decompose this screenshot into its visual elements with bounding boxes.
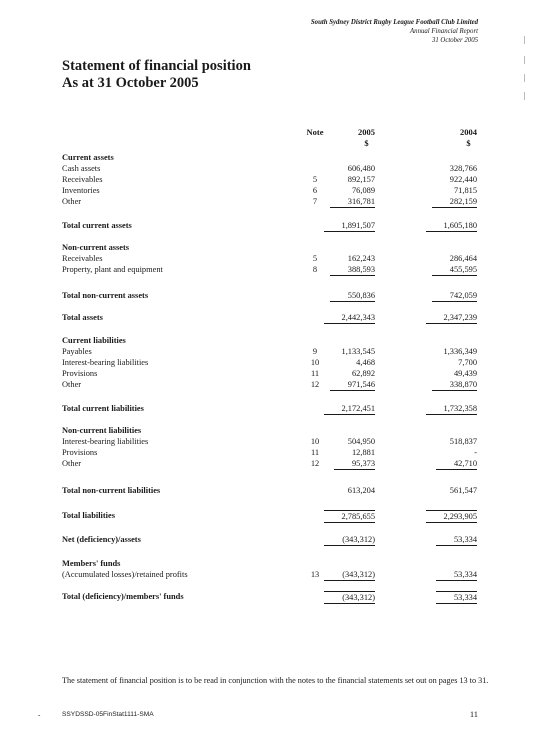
row-label: Property, plant and equipment [62, 265, 163, 274]
footer-note: The statement of financial position is to be read in conjunction with the notes to the financial statements set out on pages 13 to 31. [62, 676, 489, 685]
value-2005: 316,781 [330, 196, 375, 208]
row-note-ref: 11 [310, 448, 320, 457]
value-2005: 606,480 [347, 164, 375, 173]
year-2004-unit: $ [466, 138, 471, 148]
table-row [0, 368, 535, 379]
table-row [0, 436, 535, 447]
table-row [0, 346, 535, 357]
section-or-total-row [0, 290, 535, 301]
value-2005: 550,836 [330, 290, 375, 302]
value-2004: 922,440 [449, 175, 477, 184]
row-note-ref: 10 [310, 358, 320, 367]
table-row [0, 379, 535, 390]
value-2005: 76,089 [351, 186, 375, 195]
row-label: Total (deficiency)/members' funds [62, 592, 184, 601]
section-or-total-row [0, 312, 535, 323]
table-row [0, 569, 535, 580]
year-2005-unit: $ [364, 138, 369, 148]
year-2004-label: 2004 [460, 127, 477, 137]
row-note-ref: 5 [312, 175, 318, 184]
value-2005: 1,891,507 [324, 220, 376, 232]
value-2005: 504,950 [347, 437, 375, 446]
value-2004: 53,334 [436, 591, 477, 604]
row-label: Non-current liabilities [62, 426, 142, 435]
value-2004: 42,710 [436, 458, 477, 470]
row-label: Total non-current liabilities [62, 486, 161, 495]
row-label: Current liabilities [62, 336, 126, 345]
row-label: Total current liabilities [62, 404, 144, 413]
value-2004: 561,547 [449, 486, 477, 495]
statement-title-line2: As at 31 October 2005 [62, 75, 199, 91]
row-note-ref: 13 [310, 570, 320, 579]
row-label: Cash assets [62, 164, 101, 173]
table-row [0, 185, 535, 196]
value-2004: 338,870 [432, 379, 477, 391]
row-note-ref: 7 [312, 197, 318, 206]
row-label: Interest-bearing liabilities [62, 437, 149, 446]
value-2005: 1,133,545 [341, 347, 375, 356]
statement-title-line1: Statement of financial position [62, 58, 251, 74]
value-2005: 2,172,451 [324, 403, 376, 415]
row-label: Payables [62, 347, 92, 356]
row-note-ref: 8 [312, 265, 318, 274]
value-2004: 1,605,180 [426, 220, 478, 232]
row-label: Interest-bearing liabilities [62, 358, 149, 367]
row-label: Inventories [62, 186, 100, 195]
report-name: Annual Financial Report [410, 28, 478, 35]
section-or-total-row [0, 485, 535, 496]
row-label: Provisions [62, 369, 98, 378]
section-or-total-row [0, 510, 535, 521]
value-2005: (343,312) [324, 591, 375, 604]
value-2004: 53,334 [436, 569, 477, 581]
row-note-ref: 12 [310, 459, 320, 468]
table-row [0, 174, 535, 185]
row-label: Other [62, 197, 82, 206]
section-or-total-row [0, 242, 535, 253]
value-2004: - [474, 448, 477, 457]
value-2004: 518,837 [449, 437, 477, 446]
value-2005: 388,593 [330, 264, 375, 276]
row-label: Total current assets [62, 221, 132, 230]
section-or-total-row [0, 152, 535, 163]
value-2004: 286,464 [449, 254, 477, 263]
value-2004: 282,159 [432, 196, 477, 208]
row-label: Other [62, 380, 82, 389]
row-note-ref: 9 [312, 347, 318, 356]
value-2004: 71,815 [453, 186, 477, 195]
value-2005: 2,785,655 [324, 510, 376, 523]
value-2005: 95,373 [334, 458, 375, 470]
club-name: South Sydney District Rugby League Football Club Limited [310, 19, 478, 26]
value-2005: 613,204 [347, 486, 375, 495]
row-label: Total non-current assets [62, 291, 149, 300]
value-2004: 742,059 [432, 290, 477, 302]
value-2005: 2,442,343 [324, 312, 376, 324]
margin-mark [524, 36, 525, 44]
table-row [0, 447, 535, 458]
row-note-ref: 6 [312, 186, 318, 195]
section-or-total-row [0, 534, 535, 545]
row-note-ref: 12 [310, 380, 320, 389]
margin-mark [524, 92, 525, 100]
row-note-ref: 11 [310, 369, 320, 378]
value-2005: (343,312) [324, 569, 375, 581]
value-2005: 162,243 [347, 254, 375, 263]
row-label: Total liabilities [62, 511, 115, 520]
row-label: Non-current assets [62, 243, 130, 252]
value-2005: 971,546 [330, 379, 375, 391]
table-row [0, 357, 535, 368]
row-label: Receivables [62, 175, 103, 184]
year-2005-label: 2005 [358, 127, 375, 137]
margin-mark [524, 74, 525, 82]
section-or-total-row [0, 425, 535, 436]
value-2004: 1,336,349 [443, 347, 477, 356]
section-or-total-row [0, 591, 535, 602]
row-label: Total assets [62, 313, 103, 322]
table-row [0, 253, 535, 264]
row-label: Receivables [62, 254, 103, 263]
section-or-total-row [0, 220, 535, 231]
row-label: Net (deficiency)/assets [62, 535, 141, 544]
value-2005: 12,881 [351, 448, 375, 457]
value-2004: 455,595 [432, 264, 477, 276]
margin-mark [524, 56, 525, 64]
value-2005: 892,157 [347, 175, 375, 184]
row-label: Members' funds [62, 559, 121, 568]
value-2004: 7,700 [458, 358, 477, 367]
table-row [0, 458, 535, 469]
note-column-header: Note [306, 127, 324, 137]
value-2004: 2,293,905 [426, 510, 478, 523]
value-2005: (343,312) [324, 534, 375, 546]
footer-dash: - [38, 711, 41, 719]
table-row [0, 264, 535, 275]
section-or-total-row [0, 403, 535, 414]
value-2004: 1,732,358 [426, 403, 478, 415]
document-reference: SSYDSSD-05FinStat1111-SMA [62, 711, 154, 718]
value-2005: 4,468 [356, 358, 375, 367]
value-2004: 53,334 [436, 534, 477, 546]
row-note-ref: 10 [310, 437, 320, 446]
value-2004: 2,347,239 [426, 312, 478, 324]
row-note-ref: 5 [312, 254, 318, 263]
value-2005: 62,892 [351, 369, 375, 378]
page-number: 11 [469, 709, 478, 719]
row-label: (Accumulated losses)/retained profits [62, 570, 188, 579]
report-date: 31 October 2005 [431, 37, 478, 44]
section-or-total-row [0, 558, 535, 569]
section-or-total-row [0, 335, 535, 346]
table-row [0, 196, 535, 207]
row-label: Provisions [62, 448, 98, 457]
value-2004: 49,439 [453, 369, 477, 378]
value-2004: 328,766 [449, 164, 477, 173]
row-label: Other [62, 459, 82, 468]
table-row [0, 163, 535, 174]
row-label: Current assets [62, 153, 114, 162]
